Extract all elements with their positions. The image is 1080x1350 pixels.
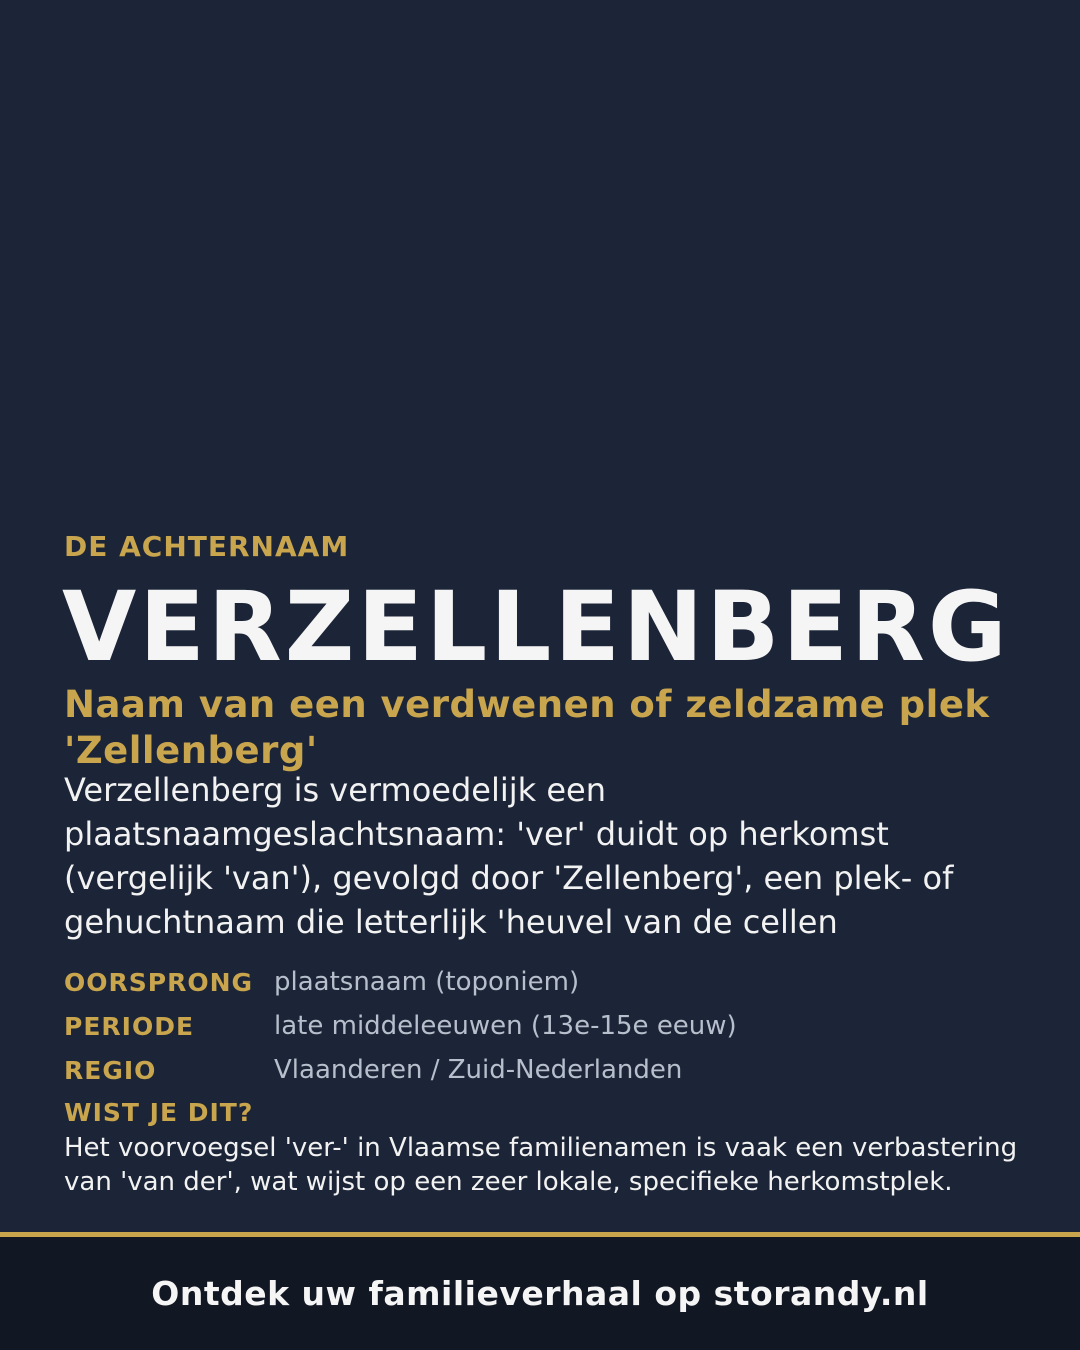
surname-title: VERZELLENBERG: [62, 571, 1010, 683]
fact-value: late middeleeuwen (13e-15e eeuw): [274, 1011, 737, 1041]
facts-list: [64, 960, 737, 1092]
trivia-title: WIST JE DIT?: [64, 1098, 254, 1127]
fact-value: Vlaanderen / Zuid-Nederlanden: [274, 1055, 683, 1085]
fact-value: plaatsnaam (toponiem): [274, 967, 580, 997]
eyebrow-label: DE ACHTERNAAM: [64, 530, 350, 563]
fact-label: REGIO: [64, 1055, 157, 1085]
fact-row-period: [64, 1004, 737, 1048]
fact-row-region: [64, 1048, 737, 1092]
footer-cta-text: Ontdek uw familieverhaal op storandy.nl: [151, 1274, 929, 1313]
trivia-text: Het voorvoegsel 'ver-' in Vlaamse familienamen is vaak een verbastering van 'van der', wat wijst op een zeer lokale, specifieke herkomstplek.: [64, 1133, 1018, 1197]
fact-row-origin: [64, 960, 737, 1004]
surname-subtitle: Naam van een verdwenen of zeldzame plek 'Zellenberg': [64, 683, 990, 772]
footer-banner: [0, 1237, 1080, 1350]
fact-label: OORSPRONG: [64, 967, 254, 997]
fact-label: PERIODE: [64, 1011, 195, 1041]
surname-description: Verzellenberg is vermoedelijk een plaatsnaamgeslachtsnaam: 'ver' duidt op herkomst (vergelijk 'van'), gevolgd door 'Zellenberg', een plek- of gehuchtnaam die letterlijk 'heuvel van de cellen: [64, 771, 954, 941]
